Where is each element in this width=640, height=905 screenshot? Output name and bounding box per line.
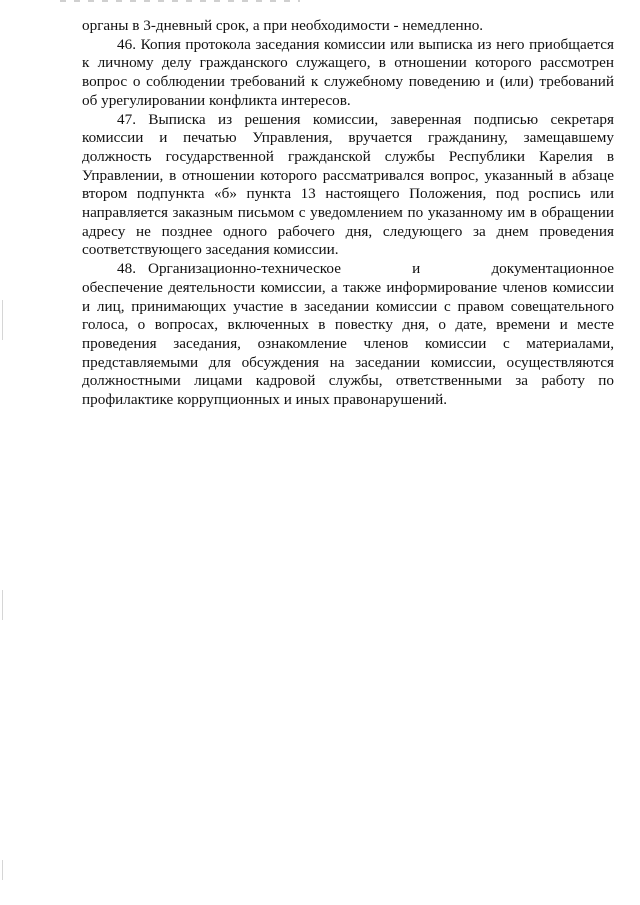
paragraph-48 xyxy=(82,260,614,410)
paragraph-48-number: 48. xyxy=(117,260,136,278)
paragraph-47: 47. Выписка из решения комиссии, заверенная подписью секретаря комиссии и печатью Управления, вручается гражданину, замещавшему должность государственной гражданской службы Республики Карелия в Управлении, в отношении которого рассматривался вопрос, указанный в абзаце втором подпункта «б» пункта 13 настоящего Положения, под роспись или направляется заказным письмом с уведомлением по указанному им в обращении адресу не позднее одного рабочего дня, следующего за днем проведения соответствующего заседания комиссии. xyxy=(82,110,614,259)
paragraph-continuation: органы в 3-дневный срок, а при необходимости - немедленно. xyxy=(82,17,484,34)
paragraph-48-first-line: Организационно-техническое и документационное обеспечение xyxy=(82,260,614,296)
paragraph-46: 46. Копия протокола заседания комиссии или выписка из него приобщается к личному делу гражданского служащего, в отношении которого рассмотрен вопрос о соблюдении требований к служебному поведению и (или) требований об урегулировании конфликта интересов. xyxy=(82,35,614,109)
document-body xyxy=(82,17,614,410)
scan-artifact-left xyxy=(2,860,3,880)
scan-artifact-top xyxy=(60,0,300,2)
scan-artifact-left xyxy=(2,300,3,340)
paragraph-48-text: деятельности комиссии, а также информирование членов комиссии и лиц, принимающих участие в заседании комиссии с правом совещательного голоса, о вопросах, включенных в повестку дня, о дате, времени и месте проведения заседания, ознакомление членов комиссии с материалами, представляемыми для обсуждения на заседании комиссии, осуществляются должностными лицами кадровой службы, ответственными за работу по профилактике коррупционных и иных правонарушений. xyxy=(82,278,614,409)
scan-artifact-left xyxy=(2,590,3,620)
